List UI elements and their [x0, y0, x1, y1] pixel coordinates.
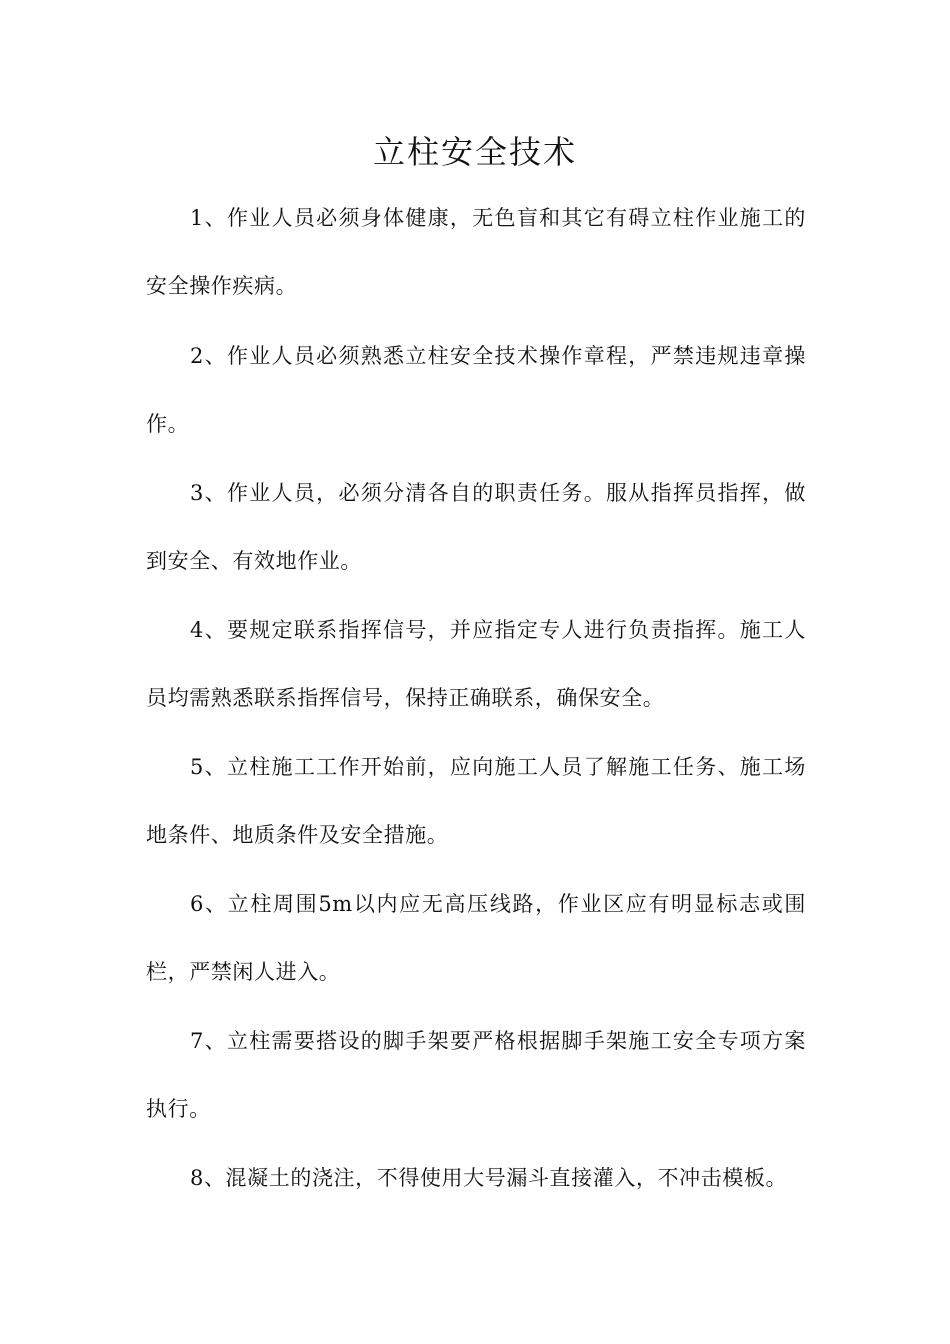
paragraph-line: 1、作业人员必须身体健康，无色盲和其它有碍立柱作业施工的	[190, 206, 806, 230]
paragraph-line: 3、作业人员，必须分清各自的职责任务。服从指挥员指挥，做	[190, 481, 806, 505]
paragraph-line: 作。	[146, 412, 190, 436]
paragraph-line: 5、立柱施工工作开始前，应向施工人员了解施工任务、施工场	[190, 755, 806, 779]
document-title: 立柱安全技术	[372, 133, 577, 171]
paragraph-line: 执行。	[146, 1097, 211, 1121]
paragraph-line: 8、混凝土的浇注，不得使用大号漏斗直接灌入，不冲击模板。	[190, 1166, 788, 1190]
paragraph-line: 安全操作疾病。	[146, 274, 298, 298]
paragraph-line: 7、立柱需要搭设的脚手架要严格根据脚手架施工安全专项方案	[190, 1029, 806, 1053]
paragraph-line: 员均需熟悉联系指挥信号，保持正确联系，确保安全。	[146, 686, 665, 710]
paragraph-line: 6、立柱周围5m以内应无高压线路，作业区应有明显标志或围	[190, 892, 806, 916]
paragraph-line: 到安全、有效地作业。	[146, 549, 362, 573]
paragraph-line: 地条件、地质条件及安全措施。	[146, 823, 449, 847]
paragraph-line: 栏，严禁闲人进入。	[146, 960, 341, 984]
paragraph-line: 4、要规定联系指挥信号，并应指定专人进行负责指挥。施工人	[190, 618, 806, 642]
paragraph-line: 2、作业人员必须熟悉立柱安全技术操作章程，严禁违规违章操	[190, 344, 806, 368]
